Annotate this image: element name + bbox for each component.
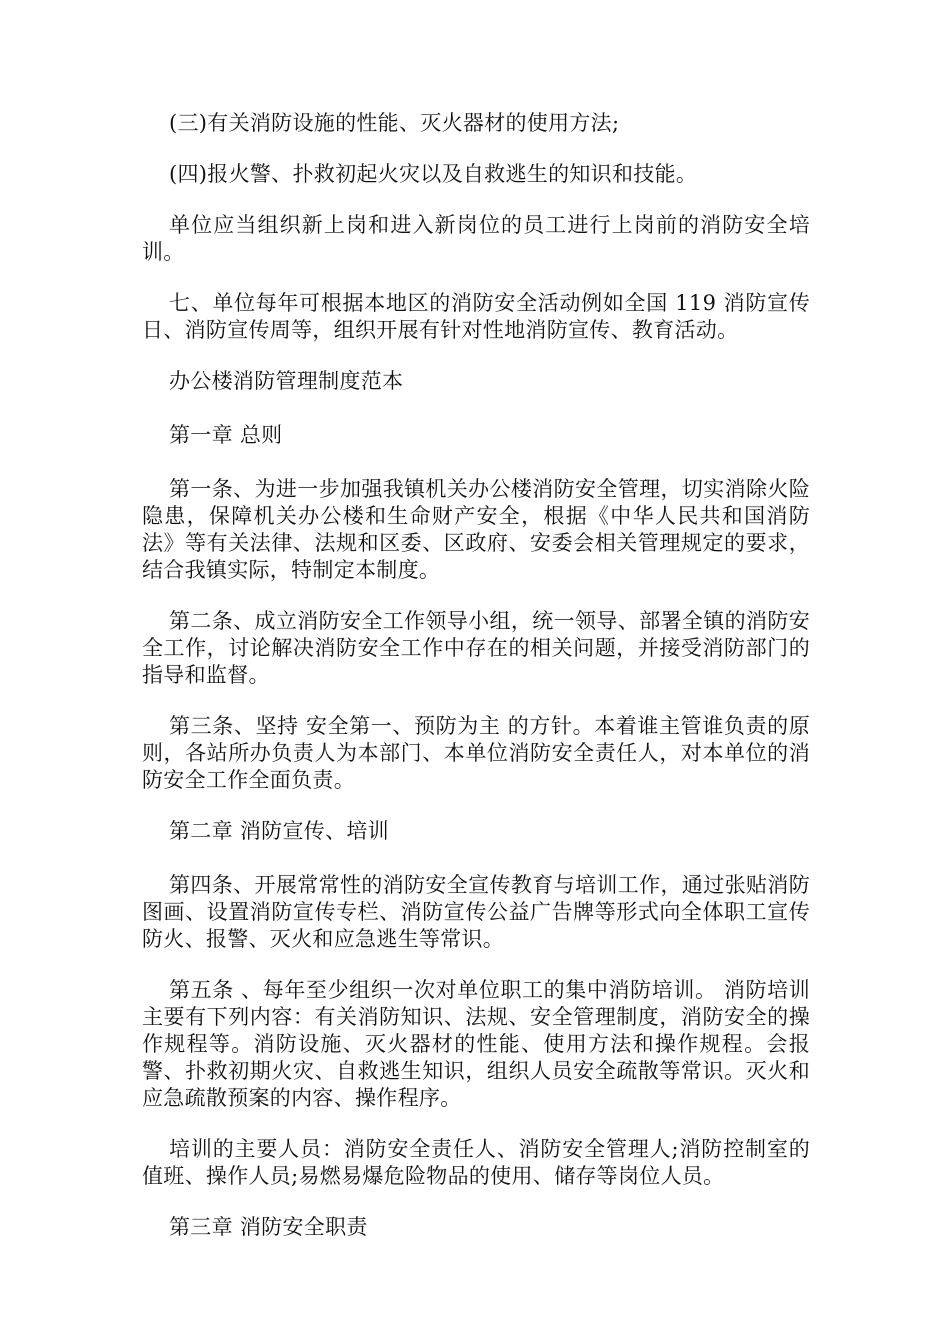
document-title: 办公楼消防管理制度范本 [169,369,404,393]
chapter-heading: 第一章 总则 [169,423,283,447]
article-paragraph: 第五条 、每年至少组织一次对单位职工的集中消防培训。 消防培训主要有下列内容：有关消防知识、法规、安全管理制度，消防安全的操作规程等。消防设施、灭火器材的性能、使用方法和操作规程。会报警、扑救初期火灾、自救逃生知识，组织人员安全疏散等常识。灭火和应急疏散预案的内容、操作程序。 [142,978,810,1110]
article-paragraph: 第三条、坚持 安全第一、预防为主 的方针。本着谁主管谁负责的原则，各站所办负责人为本部门、本单位消防安全责任人，对本单位的消防安全工作全面负责。 [142,714,810,792]
list-item-three: (三)有关消防设施的性能、灭火器材的使用方法; [169,111,620,135]
body-paragraph: 单位应当组织新上岗和进入新岗位的员工进行上岗前的消防安全培训。 [142,213,810,264]
list-item-four: (四)报火警、扑救初起火灾以及自救逃生的知识和技能。 [169,162,698,186]
document-body [142,110,810,1268]
article-paragraph: 第四条、开展常常性的消防安全宣传教育与培训工作，通过张贴消防图画、设置消防宣传专栏、消防宣传公益广告牌等形式向全体职工宣传防火、报警、灭火和应急逃生等常识。 [142,873,810,951]
article-paragraph: 第二条、成立消防安全工作领导小组，统一领导、部署全镇的消防安全工作，讨论解决消防安全工作中存在的相关问题，并接受消防部门的指导和监督。 [142,609,810,687]
chapter-heading: 第二章 消防宣传、培训 [169,819,389,843]
chapter-heading: 第三章 消防安全职责 [169,1215,368,1239]
article-paragraph: 第一条、为进一步加强我镇机关办公楼消防安全管理，切实消除火险隐患，保障机关办公楼和生命财产安全，根据《中华人民共和国消防法》等有关法律、法规和区委、区政府、安委会相关管理规定的要求，结合我镇实际，特制定本制度。 [142,477,810,582]
body-paragraph: 培训的主要人员：消防安全责任人、消防安全管理人;消防控制室的值班、操作人员;易燃易爆危险物品的使用、储存等岗位人员。 [142,1137,810,1188]
body-paragraph: 七、单位每年可根据本地区的消防安全活动例如全国 119 消防宣传日、消防宣传周等，组织开展有针对性地消防宣传、教育活动。 [142,291,810,342]
